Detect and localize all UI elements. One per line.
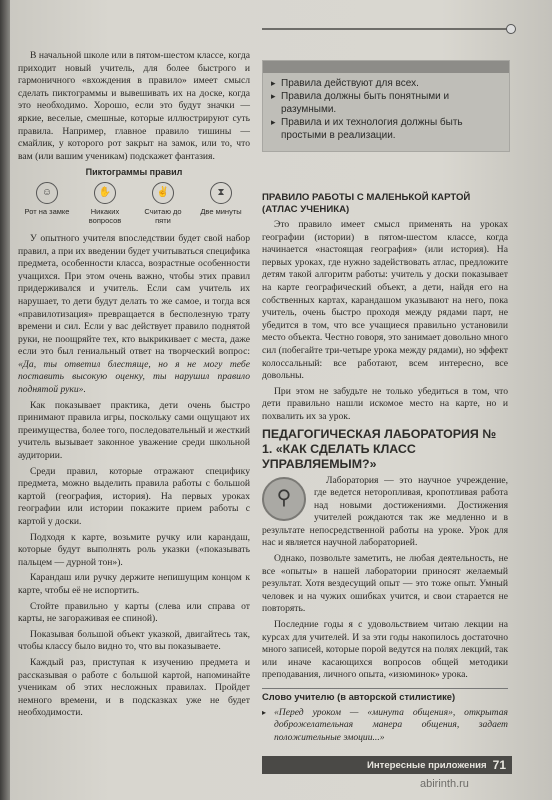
paragraph: Среди правил, которые отражают специфику предмета, можно выделить правила работы с большой картой (география, история). На первых уроках географии или истории покажите прием работы с картой у доски. (18, 465, 250, 527)
section-heading: ПРАВИЛО РАБОТЫ С МАЛЕНЬКОЙ КАРТОЙ (АТЛАС УЧЕНИКА) (262, 192, 471, 215)
paragraph: Стойте правильно у карты (слева или справа от карты, не загораживая ее спиной). (18, 600, 250, 625)
paragraph: Карандаш или ручку держите непишущим концом к карте, чтобы её не испортить. (18, 572, 250, 596)
rules-callout (262, 60, 510, 152)
lab-block (262, 475, 508, 551)
pictogram-item (81, 182, 129, 225)
rule-item: ▸ Правила действуют для всех. (271, 77, 501, 90)
footer-section-title: Интересные приложения (366, 759, 487, 771)
header-circle-icon (506, 24, 516, 34)
page-footer (262, 756, 512, 774)
hourglass-icon: ⧗ (210, 182, 232, 204)
paragraph: У опытного учителя впоследствии будет свой набор правил, а при их введении будет учитываться специфика предмета, особенности класса, возрастные особенности учащихся. При этом очень важно, чтобы этих правил придерживался и учитель. Если сам учитель их нарушает, то дети будут делать то же самое, и тогда вся «правилотизация» превращается в бесполезную трату времени и сил. Если у вас действует правило поднятой руки, не поощряйте тех, кто выкрикивает с места, даже если это был гениальный ответ на творческий вопрос: «Да, ты ответил блестяще, но я не могу тебе поставить высокую оценку, ты нарушил правило поднятой руки». (18, 232, 250, 396)
paragraph: Подходя к карте, возьмите ручку или карандаш, которые будут выполнять роль указки («показывать пальцем — дурной тон»). (18, 531, 250, 568)
rules-list (263, 77, 509, 142)
pictogram-row (18, 182, 250, 225)
magnifier-icon: ⚲ (262, 477, 306, 521)
paragraph: Каждый раз, приступая к изучению предмета и рассказывая о работе с большой картой, напоминайте ученикам об этих несложных правилах. Пройдет немного времени, и в подсказках уже не будет необходимости. (18, 656, 250, 719)
teacher-word-quote: ▸ «Перед уроком — «минута общения», открытая доброжелательная манера общения, задает положительные эмоции...» (262, 707, 508, 745)
page-number: 71 (492, 758, 506, 772)
pictogram-label: Две минуты (200, 206, 242, 216)
teacher-word-box (262, 688, 508, 744)
paragraph: Это правило имеет смысл применять на уроках географии (истории) в пятом-шестом классе, когда начинается «настоящая география» (или история). На первых уроках, где нужно задействовать атлас, предложите детям такой алгоритм работы: учитель у доски показывает на карте географический объект, а дети, найдя его на собственных картах, карандашом указывают на него, пока учитель, очень быстро проходя между рядами парт, не убедится в том, что все учащиеся правильно установили место объекта. Честно говоря, это занимает довольно много сил (побегайте три-четыре урока между рядами), но эффект колоссальный: все работают, всем интересно, все довольны. (262, 219, 508, 382)
hand-count-icon: ✌ (152, 182, 174, 204)
paragraph: Однако, позвольте заметить, не любая деятельность, не все «опыты» в нашей лаборатории приносят желаемый результат. Хотя вездесущий опыт — это тоже опыт. Умный человек и на чужих ошибках учится, и свои старается не повторять. (262, 553, 508, 615)
header-rule (262, 28, 512, 30)
rule-item: ▸ Правила и их технология должны быть простыми в реализации. (271, 116, 501, 142)
pictogram-item (23, 182, 71, 225)
watermark: abirinth.ru (420, 778, 469, 790)
rule-item: ▸ Правила должны быть понятными и разумными. (271, 90, 501, 116)
paragraph: Последние годы я с удовольствием читаю лекции на курсах для учителей. И за эти годы накопилось достаточно много записей, которые порой ведутся на полях лекций, так или иначе касающихся вопросов общей методики преподавания, личного опыта, «изюминок» урока. (262, 619, 508, 681)
paragraph: В начальной школе или в пятом-шестом классе, когда приходит новый учитель, для более быстрого и гармоничного «вхождения в правило» имеет смысл сделать пиктограммы и вывешивать их на доске, когда это необходимо. Хорошо, если это будут значки — яркие, веселые, смешные, которые иллюстрируют суть правила. Например, главное правило тишины — смайлик, у которого рот закрыт на замок, или то, что вам (или вашим ученикам) подскажет фантазия. (18, 50, 250, 162)
right-column (262, 192, 508, 747)
book-spine (0, 0, 10, 800)
pictogram-item (139, 182, 187, 225)
left-column (18, 50, 250, 723)
hand-stop-icon: ✋ (94, 182, 116, 204)
pictogram-label: Считаю до пяти (144, 206, 182, 225)
pictogram-item (197, 182, 245, 225)
smiley-lock-icon: ☺ (36, 182, 58, 204)
lab-heading: ПЕДАГОГИЧЕСКАЯ ЛАБОРАТОРИЯ № 1. «КАК СДЕЛАТЬ КЛАСС УПРАВЛЯЕМЫМ?» (262, 426, 497, 471)
teacher-word-heading: Слово учителю (в авторской стилистике) (262, 691, 456, 702)
pictogram-title: Пиктограммы правил (85, 167, 183, 178)
paragraph: Показывая большой объект указкой, двигайтесь так, чтобы классу было видно то, что вы показываете. (18, 628, 250, 653)
paragraph: Лаборатория — это научное учреждение, где ведется неторопливая, кропотливая работа над новыми достижениями. Достижения учителей рождаются так же медленно и в результате непосредственной работы на уроке. Урок для нас и является научной лабораторией. (262, 474, 508, 549)
paragraph: Как показывает практика, дети очень быстро принимают правила игры, поскольку сами ощущают их преимущества, более того, последовательный и жесткий учитель вызывает законное уважение среди школьной аудитории. (18, 399, 250, 462)
pictogram-label: Рот на замке (24, 206, 70, 216)
callout-strip (263, 61, 509, 73)
paragraph: При этом не забудьте не только убедиться в том, что дети правильно нашли искомое место на карте, но и похвалить их за урок. (262, 385, 508, 422)
italic-quote: «Да, ты ответил блестяще, но я не могу тебе поставить высокую оценку, ты нарушил правило поднятой руки». (18, 358, 250, 396)
pictogram-label: Никаких вопросов (88, 206, 122, 225)
